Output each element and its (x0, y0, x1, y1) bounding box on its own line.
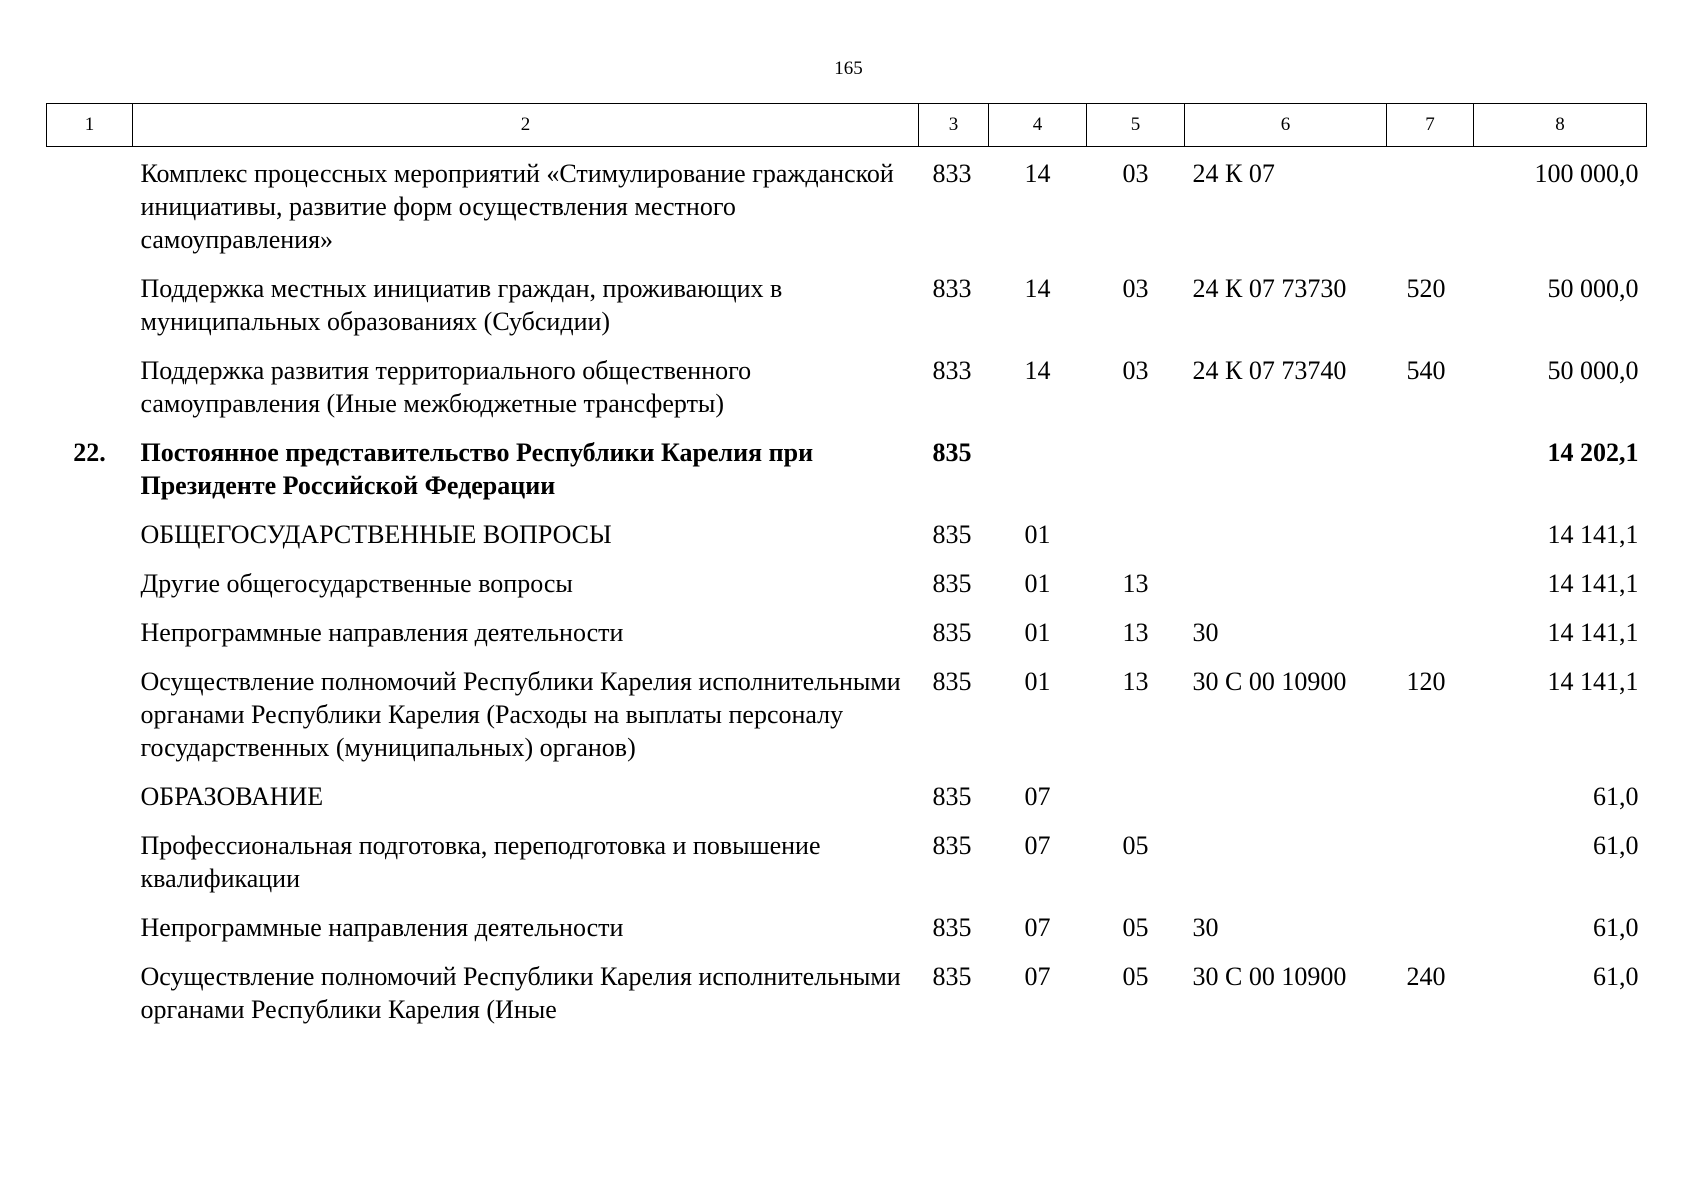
subsection-code: 13 (1122, 618, 1149, 647)
column-header: 5 (1087, 104, 1185, 147)
expense-type-code: 240 (1406, 962, 1446, 991)
subsection-code (1087, 780, 1185, 829)
row-index (47, 354, 133, 436)
section-code: 14 (1024, 356, 1051, 385)
expense-type-code (1387, 780, 1474, 829)
ministry-code: 835 (932, 831, 972, 860)
target-article-code: 30 (1192, 618, 1219, 647)
expense-type-code (1387, 616, 1474, 665)
section-code: 14 (1024, 274, 1051, 303)
subsection-code (1087, 518, 1185, 567)
amount: 100 000,0 (1534, 159, 1639, 188)
target-article-code: 30 С 00 10900 (1192, 962, 1347, 991)
row-index (47, 960, 133, 1042)
subsection-code: 05 (1122, 913, 1149, 942)
target-article-code (1185, 567, 1387, 616)
row-name: Поддержка местных инициатив граждан, проживающих в муниципальных образованиях (Субсидии) (140, 274, 783, 336)
ministry-code: 835 (932, 782, 972, 811)
target-article-code (1185, 829, 1387, 911)
subsection-code: 05 (1122, 962, 1149, 991)
row-index (47, 272, 133, 354)
target-article-code: 24 К 07 73730 (1192, 274, 1347, 303)
expense-type-code: 540 (1406, 356, 1446, 385)
column-number-header-row (47, 104, 1647, 147)
section-code: 01 (1024, 667, 1051, 696)
section-code: 07 (1024, 831, 1051, 860)
expense-type-code (1387, 436, 1474, 518)
table-row (47, 567, 1647, 616)
ministry-code: 833 (932, 159, 972, 188)
budget-table (46, 103, 1647, 1042)
subsection-code: 03 (1122, 356, 1149, 385)
target-article-code: 24 К 07 73740 (1192, 356, 1347, 385)
row-name: Осуществление полномочий Республики Карелия исполнительными органами Республики Карелия (Расходы на выплаты персоналу государственных (муниципальных) органов) (140, 667, 901, 762)
amount: 61,0 (1593, 913, 1639, 942)
row-name: Профессиональная подготовка, переподготовка и повышение квалификации (140, 831, 821, 893)
row-index (47, 567, 133, 616)
amount: 50 000,0 (1547, 274, 1639, 303)
row-name: ОБРАЗОВАНИЕ (140, 782, 324, 811)
column-header: 4 (989, 104, 1087, 147)
expense-type-code: 120 (1406, 667, 1446, 696)
subsection-code: 13 (1122, 569, 1149, 598)
row-index (47, 780, 133, 829)
column-header: 1 (47, 104, 133, 147)
section-code: 14 (1024, 159, 1051, 188)
column-header: 7 (1387, 104, 1474, 147)
subsection-code: 05 (1122, 831, 1149, 860)
expense-type-code (1387, 518, 1474, 567)
expense-type-code (1387, 911, 1474, 960)
target-article-code: 30 С 00 10900 (1192, 667, 1347, 696)
ministry-code: 835 (932, 913, 972, 942)
amount: 14 141,1 (1547, 520, 1639, 549)
section-code: 07 (1024, 913, 1051, 942)
table-row (47, 354, 1647, 436)
ministry-code: 835 (932, 520, 972, 549)
table-row (47, 616, 1647, 665)
section-code: 01 (1024, 618, 1051, 647)
target-article-code: 30 (1192, 913, 1219, 942)
amount: 14 141,1 (1547, 618, 1639, 647)
row-name: Поддержка развития территориального общественного самоуправления (Иные межбюджетные трансферты) (140, 356, 752, 418)
ministry-code: 833 (932, 274, 972, 303)
target-article-code (1185, 780, 1387, 829)
column-header: 2 (133, 104, 919, 147)
table-row (47, 436, 1647, 518)
expense-type-code (1387, 567, 1474, 616)
ministry-code: 835 (932, 569, 972, 598)
row-index (47, 518, 133, 567)
section-code: 01 (1024, 520, 1051, 549)
row-name: Непрограммные направления деятельности (140, 618, 624, 647)
row-index (47, 911, 133, 960)
row-index (47, 665, 133, 780)
ministry-code: 835 (932, 438, 972, 467)
table-row (47, 518, 1647, 567)
amount: 14 202,1 (1547, 438, 1639, 467)
section-code: 07 (1024, 962, 1051, 991)
expense-type-code (1387, 147, 1474, 273)
section-code: 07 (1024, 782, 1051, 811)
target-article-code (1185, 436, 1387, 518)
row-name: Постоянное представительство Республики Карелия при Президенте Российской Федерации (140, 438, 814, 500)
table-row (47, 960, 1647, 1042)
column-header: 8 (1474, 104, 1647, 147)
section-code: 01 (1024, 569, 1051, 598)
subsection-code: 03 (1122, 159, 1149, 188)
section-code (989, 436, 1087, 518)
table-row (47, 780, 1647, 829)
amount: 50 000,0 (1547, 356, 1639, 385)
row-name: Осуществление полномочий Республики Карелия исполнительными органами Республики Карелия (Иные (140, 962, 901, 1024)
table-row (47, 147, 1647, 273)
amount: 14 141,1 (1547, 569, 1639, 598)
ministry-code: 835 (932, 618, 972, 647)
ministry-code: 835 (932, 962, 972, 991)
subsection-code (1087, 436, 1185, 518)
target-article-code (1185, 518, 1387, 567)
expense-type-code (1387, 829, 1474, 911)
column-header: 6 (1185, 104, 1387, 147)
row-name: Другие общегосударственные вопросы (140, 569, 573, 598)
row-index (47, 829, 133, 911)
amount: 14 141,1 (1547, 667, 1639, 696)
table-row (47, 272, 1647, 354)
expense-type-code: 520 (1406, 274, 1446, 303)
subsection-code: 13 (1122, 667, 1149, 696)
amount: 61,0 (1593, 962, 1639, 991)
table-body (47, 147, 1647, 1043)
table-row (47, 911, 1647, 960)
page-number: 165 (834, 58, 863, 79)
row-index: 22. (73, 438, 106, 467)
amount: 61,0 (1593, 782, 1639, 811)
row-name: Непрограммные направления деятельности (140, 913, 624, 942)
table-row (47, 665, 1647, 780)
subsection-code: 03 (1122, 274, 1149, 303)
row-name: Комплекс процессных мероприятий «Стимулирование гражданской инициативы, развитие форм осуществления местного самоуправления» (140, 159, 894, 254)
row-name: ОБЩЕГОСУДАРСТВЕННЫЕ ВОПРОСЫ (140, 520, 612, 549)
column-header: 3 (919, 104, 989, 147)
row-index (47, 147, 133, 273)
row-index (47, 616, 133, 665)
amount: 61,0 (1593, 831, 1639, 860)
ministry-code: 833 (932, 356, 972, 385)
target-article-code: 24 К 07 (1192, 159, 1275, 188)
table-row (47, 829, 1647, 911)
ministry-code: 835 (932, 667, 972, 696)
